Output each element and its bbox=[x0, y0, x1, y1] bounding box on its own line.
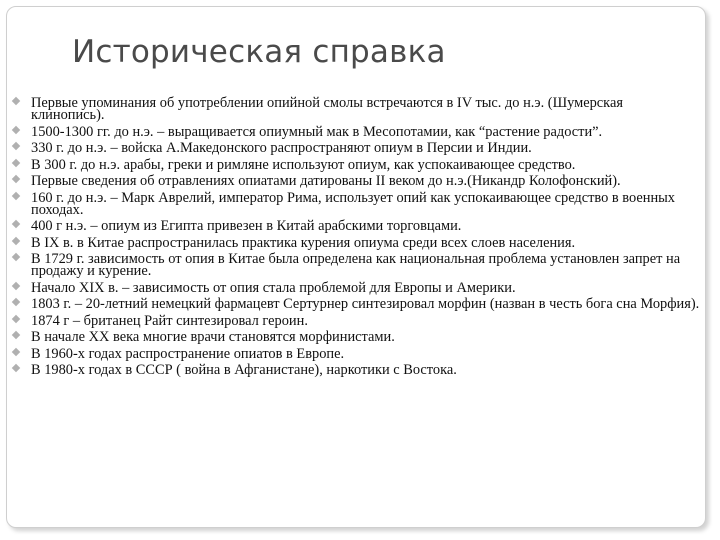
list-item bbox=[10, 189, 700, 218]
list-item bbox=[10, 331, 700, 343]
bullet-icon bbox=[12, 220, 20, 228]
list-item bbox=[10, 97, 700, 121]
bullet-list bbox=[10, 97, 700, 381]
bullet-text: 400 г н.э. – опиум из Египта привезен в Китай арабскими торговцами. bbox=[31, 218, 462, 234]
list-item bbox=[10, 312, 700, 329]
bullet-icon bbox=[12, 298, 20, 306]
bullet-text: 160 г. до н.э. – Марк Аврелий, император Рима, использует опий как успокаивающее средство в военных походах. bbox=[31, 189, 676, 218]
list-item bbox=[10, 220, 700, 232]
bullet-text: В 1960-х годах распространение опиатов в Европе. bbox=[31, 345, 345, 362]
bullet-icon bbox=[12, 175, 20, 183]
bullet-icon bbox=[12, 97, 20, 105]
list-item bbox=[10, 175, 700, 187]
bullet-icon bbox=[12, 236, 20, 244]
list-item bbox=[10, 364, 700, 376]
list-item bbox=[10, 156, 700, 173]
bullet-text: Начало XIX в. – зависимость от опия стала проблемой для Европы и Америки. bbox=[31, 279, 516, 296]
bullet-text: 1803 г. – 20-летний немецкий фармацевт Сертурнер синтезировал морфин (назван в честь бога сна Морфия). bbox=[31, 296, 700, 312]
bullet-icon bbox=[12, 331, 20, 339]
bullet-text: В IX в. в Китае распространилась практика курения опиума среди всех слоев населения. bbox=[31, 234, 576, 251]
bullet-icon bbox=[12, 142, 20, 150]
list-item bbox=[10, 345, 700, 362]
bullet-icon bbox=[12, 158, 20, 166]
bullet-icon bbox=[12, 347, 20, 355]
bullet-icon bbox=[12, 191, 20, 199]
bullet-icon bbox=[12, 253, 20, 261]
bullet-text: Первые упоминания об употреблении опийной смолы встречаются в IV тыс. до н.э. (Шумерская клинопись). bbox=[31, 95, 623, 123]
bullet-text: В начале XX века многие врачи становятся морфинистами. bbox=[31, 329, 395, 345]
bullet-icon bbox=[12, 314, 20, 322]
bullet-icon bbox=[12, 364, 20, 372]
bullet-text: Первые сведения об отравлениях опиатами датированы II веком до н.э.(Никандр Колофонский). bbox=[31, 173, 621, 189]
list-item bbox=[10, 279, 700, 296]
list-item bbox=[10, 142, 700, 154]
bullet-text: 330 г. до н.э. – войска А.Македонского распространяют опиум в Персии и Индии. bbox=[31, 140, 532, 156]
bullet-icon bbox=[12, 125, 20, 133]
bullet-text: 1874 г – британец Райт синтезировал героин. bbox=[31, 312, 308, 329]
list-item bbox=[10, 253, 700, 277]
list-item bbox=[10, 298, 700, 310]
bullet-text: В 300 г. до н.э. арабы, греки и римляне используют опиум, как успокаивающее средство. bbox=[31, 156, 576, 173]
bullet-text: В 1980-х годах в СССР ( война в Афганистане), наркотики с Востока. bbox=[31, 362, 457, 378]
bullet-text: В 1729 г. зависимость от опия в Китае была определена как национальная проблема установлен запрет на продажу и курение. bbox=[31, 251, 681, 279]
bullet-text: 1500-1300 гг. до н.э. – выращивается опиумный мак в Месопотамии, как “растение радости”. bbox=[31, 123, 603, 140]
bullet-icon bbox=[12, 281, 20, 289]
list-item bbox=[10, 123, 700, 140]
list-item bbox=[10, 234, 700, 251]
slide-title: Историческая справка bbox=[72, 34, 446, 70]
